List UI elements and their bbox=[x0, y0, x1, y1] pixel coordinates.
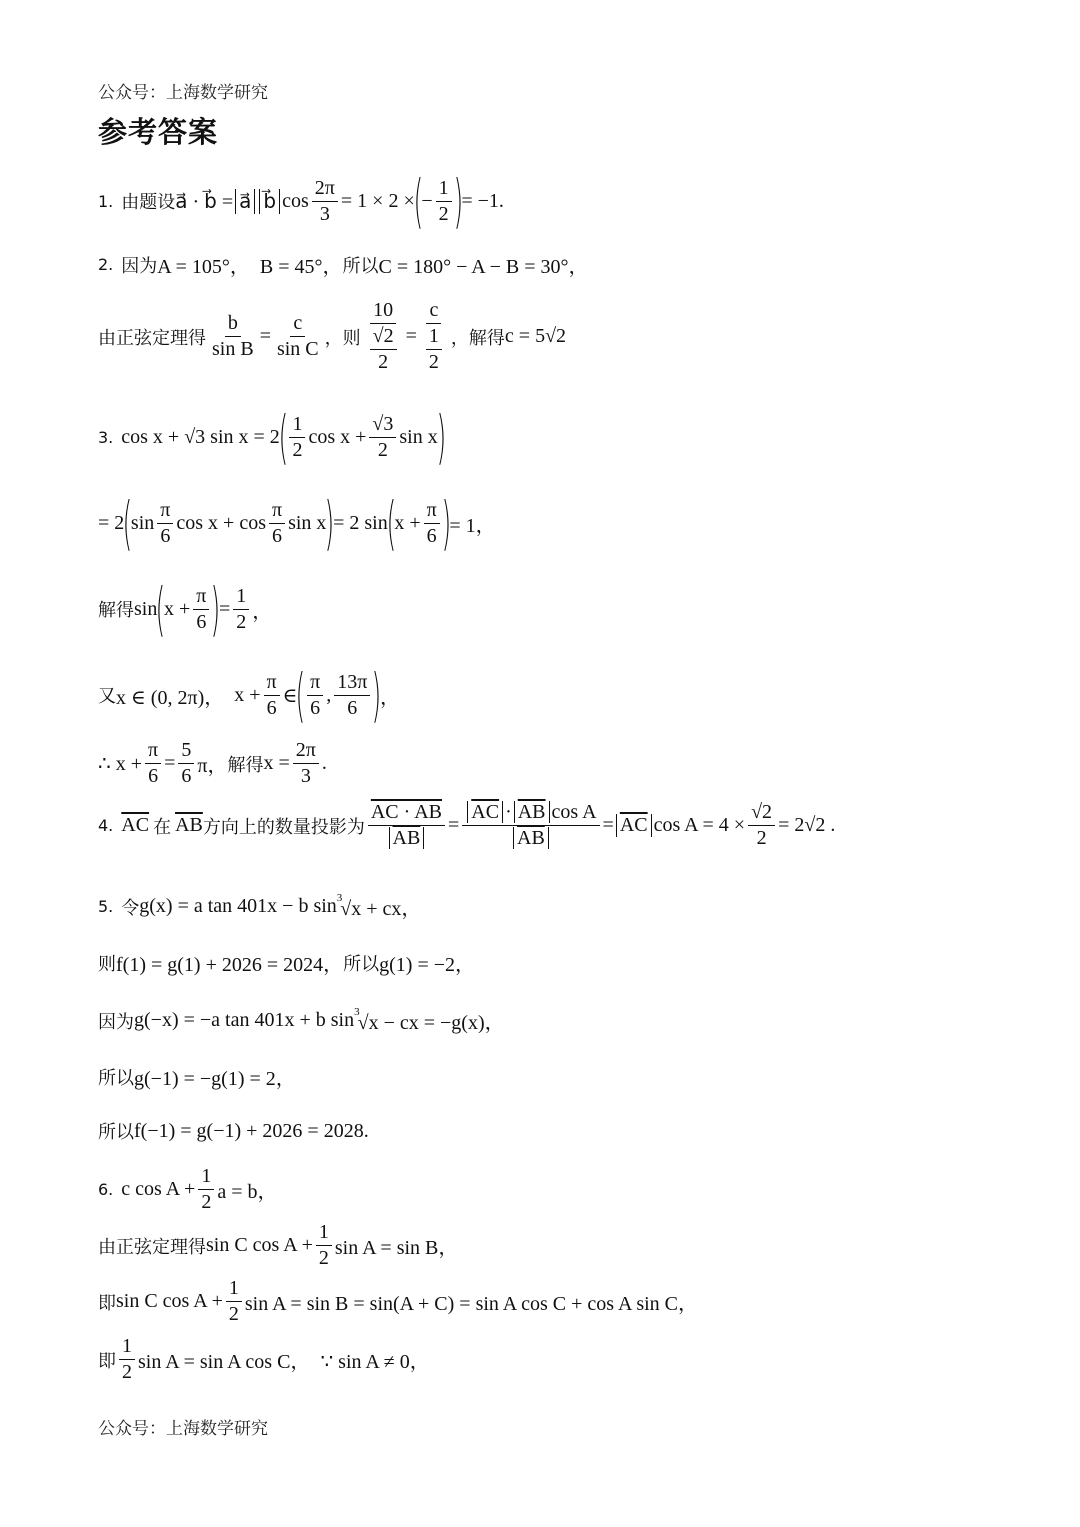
fraction bbox=[264, 672, 280, 719]
text: 即 bbox=[98, 1350, 116, 1372]
text: ，则 bbox=[324, 327, 361, 349]
text: 解得 bbox=[227, 754, 264, 776]
math: = bbox=[219, 597, 231, 620]
math: cos bbox=[282, 189, 309, 212]
paren-open: ( bbox=[155, 575, 166, 643]
math: = 2 sin bbox=[333, 511, 388, 534]
paren-close: ) bbox=[325, 489, 335, 557]
math: f(−1) = g(−1) + 2026 = 2028. bbox=[134, 1119, 369, 1142]
math: sin C cos A + bbox=[116, 1290, 223, 1312]
paren-open: ( bbox=[386, 489, 396, 557]
text: 由题设 bbox=[121, 192, 176, 213]
math: C = 180° − A − B = 30°， bbox=[378, 256, 589, 278]
math: a = b， bbox=[217, 1181, 278, 1203]
denominator bbox=[384, 826, 430, 849]
numerator: 1 bbox=[316, 1222, 332, 1246]
numerator: √2 bbox=[370, 326, 397, 350]
denominator: 3 bbox=[319, 202, 330, 225]
denominator: 2 bbox=[756, 827, 767, 849]
math: = bbox=[405, 325, 417, 347]
paren-close: ) bbox=[436, 403, 446, 471]
denominator: 6 bbox=[181, 765, 192, 787]
text: 在 bbox=[153, 816, 172, 838]
math: x + bbox=[394, 511, 421, 534]
math: sin A = sin B = sin(A + C) = sin A cos C + cos A sin C， bbox=[244, 1293, 699, 1315]
math: sin bbox=[130, 511, 155, 534]
fraction bbox=[209, 313, 257, 360]
text: 所以 bbox=[98, 1067, 134, 1089]
page-title: 参考答案 bbox=[98, 115, 219, 149]
denominator: 6 bbox=[310, 696, 321, 719]
answer-2-cont bbox=[98, 300, 1020, 373]
math: = bbox=[259, 325, 271, 347]
numerator: 1 bbox=[436, 178, 452, 202]
item-number: 2. bbox=[98, 255, 114, 274]
answer-3-domain bbox=[98, 661, 1020, 729]
abs-ab: $\overline{AB}$ bbox=[514, 801, 550, 823]
numerator: π bbox=[269, 500, 285, 524]
text: 则 bbox=[98, 953, 116, 975]
denominator: 6 bbox=[347, 696, 358, 719]
text: 又 bbox=[98, 686, 116, 707]
answer-4 bbox=[98, 802, 1020, 849]
numerator: 2π bbox=[293, 740, 319, 764]
math: x + bbox=[234, 683, 261, 706]
fraction bbox=[307, 672, 323, 719]
numerator: 10 bbox=[370, 300, 396, 324]
denominator bbox=[420, 324, 448, 373]
abs-ab: AB bbox=[389, 827, 425, 849]
abs-ab: AB bbox=[513, 827, 549, 849]
numerator: 2π bbox=[312, 178, 338, 202]
answer-5-step1 bbox=[98, 948, 1020, 977]
text: 所以 bbox=[98, 1122, 134, 1143]
math: A = 105°， bbox=[157, 256, 250, 278]
text: 由正弦定理得 bbox=[98, 1236, 206, 1258]
root-index: 3 bbox=[336, 891, 343, 904]
fraction bbox=[316, 1222, 332, 1269]
denominator: 2 bbox=[318, 1247, 329, 1269]
denominator: 6 bbox=[426, 524, 437, 547]
math: sin A = sin B， bbox=[334, 1237, 459, 1259]
math: cos x + cos bbox=[176, 511, 266, 534]
numerator: √2 bbox=[748, 802, 775, 826]
numerator: π bbox=[157, 500, 173, 524]
math: cos x + √3 sin x = 2 bbox=[121, 425, 280, 448]
denominator: 6 bbox=[160, 524, 171, 547]
math: cos A = 4 × bbox=[653, 814, 746, 836]
answer-3-solve bbox=[98, 575, 1020, 643]
math: = 2√2 . bbox=[778, 814, 836, 836]
numerator: c bbox=[426, 300, 441, 324]
fraction bbox=[157, 500, 173, 547]
math: ∵ sin A ≠ 0， bbox=[320, 1351, 430, 1373]
fraction bbox=[198, 1166, 214, 1213]
abs-b: b⃗ bbox=[259, 189, 280, 214]
math: sin bbox=[134, 597, 158, 620]
math: = −1. bbox=[461, 189, 504, 212]
root-index: 3 bbox=[354, 1005, 360, 1018]
compound-fraction bbox=[364, 300, 403, 373]
fraction bbox=[436, 178, 452, 225]
math: g(x) = a tan 401x − b sin bbox=[139, 895, 337, 917]
denominator: 6 bbox=[272, 524, 283, 547]
answer-6 bbox=[98, 1166, 1020, 1213]
fraction bbox=[233, 586, 249, 633]
math: ∴ x + bbox=[98, 753, 143, 775]
numerator: 1 bbox=[226, 1278, 242, 1302]
paren-close: ) bbox=[453, 167, 463, 235]
numerator: 1 bbox=[289, 414, 305, 438]
math: c cos A + bbox=[121, 1178, 196, 1200]
answer-5-step3 bbox=[98, 1062, 1020, 1091]
math: g(−1) = −g(1) = 2， bbox=[134, 1068, 296, 1090]
fraction bbox=[369, 414, 396, 461]
math: ， bbox=[379, 686, 400, 709]
math: = 1 × 2 × bbox=[340, 189, 415, 212]
numerator: π bbox=[307, 672, 323, 696]
denominator: 6 bbox=[148, 765, 159, 787]
fraction bbox=[274, 313, 322, 360]
math: = 1， bbox=[449, 514, 496, 537]
item-number: 6. bbox=[98, 1180, 114, 1199]
text: 令 bbox=[121, 897, 140, 919]
item-number: 1. bbox=[98, 191, 114, 211]
vector-ac: $\overline{AC}$ bbox=[121, 814, 150, 836]
fraction bbox=[293, 740, 319, 787]
text: 由正弦定理得 bbox=[98, 327, 206, 349]
math: x ∈ (0, 2π)， bbox=[116, 686, 225, 709]
abs-ac: $\overline{AC}$ bbox=[467, 801, 503, 823]
text: ，解得 bbox=[450, 327, 505, 349]
numerator: $\overline{AC} \cdot \overline{AB}$ cos A bbox=[462, 802, 599, 826]
page-footer: 公众号：上海数学研究 bbox=[98, 1419, 268, 1439]
math: π， bbox=[197, 755, 228, 777]
math: g(1) = −2， bbox=[379, 954, 476, 976]
math: sin C cos A + bbox=[206, 1234, 313, 1256]
math: B = 45°， bbox=[259, 256, 343, 278]
answer-1 bbox=[98, 167, 1020, 235]
math: = bbox=[602, 814, 614, 836]
math: = 2 bbox=[98, 511, 125, 534]
item-number: 3. bbox=[98, 427, 114, 447]
numerator: π bbox=[145, 740, 161, 764]
denominator: 2 bbox=[428, 351, 439, 373]
numerator: 5 bbox=[178, 740, 194, 764]
fraction bbox=[226, 1278, 242, 1325]
numerator: 13π bbox=[334, 672, 370, 696]
math: cos A bbox=[551, 801, 597, 823]
answer-6-step2 bbox=[98, 1278, 1020, 1325]
math: √x − cx = −g(x)， bbox=[357, 1012, 505, 1034]
paren-open: ( bbox=[296, 661, 306, 729]
answer-5-result bbox=[98, 1118, 1020, 1144]
paren-close: ) bbox=[210, 575, 221, 643]
fraction bbox=[119, 1336, 135, 1383]
numerator: 1 bbox=[426, 326, 442, 350]
text: 即 bbox=[98, 1292, 116, 1314]
answer-2 bbox=[98, 250, 1020, 279]
denominator: 3 bbox=[300, 765, 311, 787]
math: ， bbox=[252, 600, 273, 623]
abs-a: a⃗ bbox=[235, 189, 255, 214]
math: c = 5√2 bbox=[504, 325, 567, 347]
answer-6-step3 bbox=[98, 1336, 1020, 1383]
paren-open: ( bbox=[278, 403, 288, 471]
text: 方向上的数量投影为 bbox=[202, 816, 365, 838]
fraction bbox=[748, 802, 775, 849]
math: x = bbox=[263, 752, 290, 774]
text: 因为 bbox=[98, 1011, 134, 1033]
denominator: 2 bbox=[377, 438, 388, 461]
page-header: 公众号：上海数学研究 bbox=[98, 83, 268, 103]
fraction bbox=[289, 414, 305, 461]
numerator: AC · AB bbox=[368, 802, 445, 826]
fraction bbox=[312, 178, 338, 225]
fraction bbox=[193, 586, 209, 633]
math: ∈ bbox=[282, 684, 298, 707]
denominator: sin B bbox=[212, 338, 254, 360]
fraction bbox=[370, 326, 397, 373]
denominator: 6 bbox=[266, 696, 277, 719]
answer-6-step1 bbox=[98, 1222, 1020, 1269]
comma: , bbox=[326, 683, 332, 706]
item-number: 4. bbox=[98, 816, 114, 835]
answer-5 bbox=[98, 892, 1020, 921]
denominator bbox=[508, 826, 554, 849]
math: cos x + bbox=[308, 425, 367, 448]
text: 所以 bbox=[342, 255, 379, 277]
compound-fraction bbox=[420, 300, 448, 373]
abs-ac: $\overline{AC}$ bbox=[616, 814, 652, 837]
denominator: 6 bbox=[196, 610, 207, 633]
item-number: 5. bbox=[98, 897, 114, 916]
numerator: √3 bbox=[369, 414, 396, 438]
denominator: 2 bbox=[378, 351, 389, 373]
math: a⃗ · b⃗ = bbox=[175, 190, 234, 213]
math: . bbox=[321, 752, 327, 774]
math: √x + cx， bbox=[340, 898, 422, 920]
numerator: c bbox=[290, 313, 305, 337]
paren-close: ) bbox=[441, 489, 451, 557]
text: 所以 bbox=[343, 953, 380, 975]
fraction bbox=[178, 740, 194, 787]
fraction bbox=[462, 802, 599, 849]
fraction bbox=[426, 326, 442, 373]
fraction bbox=[269, 500, 285, 547]
math: x + bbox=[163, 597, 191, 620]
math: sin x bbox=[288, 511, 327, 534]
paren-open: ( bbox=[122, 489, 133, 557]
numerator: π bbox=[193, 586, 209, 610]
answer-5-step2 bbox=[98, 1006, 1020, 1035]
fraction bbox=[424, 500, 440, 547]
denominator: 2 bbox=[228, 1303, 239, 1325]
answer-3-cont bbox=[98, 489, 1020, 557]
denominator: 2 bbox=[438, 202, 449, 225]
math: = bbox=[164, 752, 176, 774]
fraction bbox=[368, 802, 445, 849]
math: g(−x) = −a tan 401x + b sin bbox=[134, 1009, 355, 1031]
math: sin A = sin A cos C， bbox=[138, 1351, 311, 1373]
fraction bbox=[145, 740, 161, 787]
math: − bbox=[421, 189, 433, 212]
math: = bbox=[447, 814, 460, 836]
numerator: π bbox=[424, 500, 440, 524]
answer-3-result bbox=[98, 740, 1020, 787]
math: sin x bbox=[399, 425, 438, 448]
vector-ab: $\overline{AB}$ bbox=[175, 814, 203, 836]
numerator: 1 bbox=[198, 1166, 214, 1190]
fraction bbox=[334, 672, 370, 719]
denominator: 2 bbox=[201, 1191, 212, 1213]
math: f(1) = g(1) + 2026 = 2024， bbox=[116, 954, 344, 976]
denominator bbox=[364, 324, 403, 373]
denominator: 2 bbox=[236, 610, 247, 633]
text: 解得 bbox=[98, 600, 134, 621]
denominator: 2 bbox=[122, 1361, 132, 1383]
numerator: π bbox=[264, 672, 280, 696]
denominator: 2 bbox=[292, 438, 303, 461]
numerator: 1 bbox=[119, 1336, 135, 1360]
paren-open: ( bbox=[413, 167, 423, 235]
answer-3 bbox=[98, 403, 1020, 471]
numerator: 1 bbox=[233, 586, 249, 610]
text: 因为 bbox=[121, 255, 158, 277]
paren-close: ) bbox=[371, 661, 382, 729]
numerator: b bbox=[225, 313, 241, 337]
denominator: sin C bbox=[276, 338, 319, 360]
